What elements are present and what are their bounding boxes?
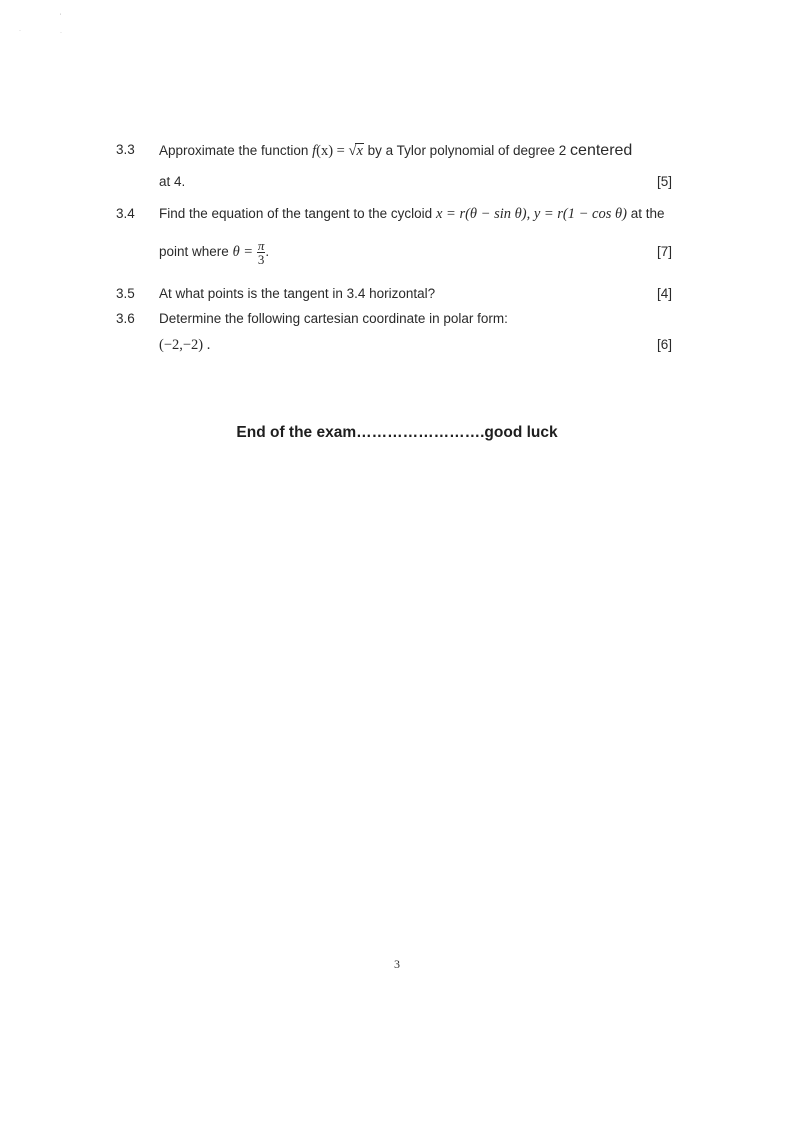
coordinate: (−2,−2) . bbox=[159, 337, 211, 353]
question-number: 3.4 bbox=[116, 206, 135, 221]
question-text: Find the equation of the tangent to the cycloid x = r(θ − sin θ), y = r(1 − cos θ) at the bbox=[159, 206, 665, 222]
end-of-exam-text: End of the exam…………………….good luck bbox=[236, 424, 558, 441]
marks: [5] bbox=[656, 174, 672, 189]
question-text: At what points is the tangent in 3.4 horizontal? bbox=[159, 286, 436, 301]
marks: [6] bbox=[656, 337, 672, 352]
marks: [4] bbox=[656, 286, 672, 301]
question-number: 3.6 bbox=[116, 311, 135, 326]
scan-speck: · bbox=[60, 30, 62, 36]
question-number: 3.3 bbox=[116, 142, 135, 157]
question-text: Approximate the function f(x) = √x by a Tylor polynomial of degree 2 centered bbox=[159, 142, 633, 159]
marks: [7] bbox=[656, 244, 672, 259]
question-text: Determine the following cartesian coordinate in polar form: bbox=[159, 311, 508, 326]
question-number: 3.5 bbox=[116, 286, 135, 301]
page-number: 3 bbox=[394, 957, 400, 971]
scan-speck: · bbox=[19, 28, 21, 34]
pi-over-3-fraction: $\frac{\pi}{3}$ bbox=[257, 238, 265, 267]
cycloid-formula: x = r(θ − sin θ), y = r(1 − cos θ) bbox=[435, 206, 627, 222]
scan-speck: ' bbox=[60, 14, 62, 20]
function-formula: f(x) = √x bbox=[312, 143, 363, 159]
